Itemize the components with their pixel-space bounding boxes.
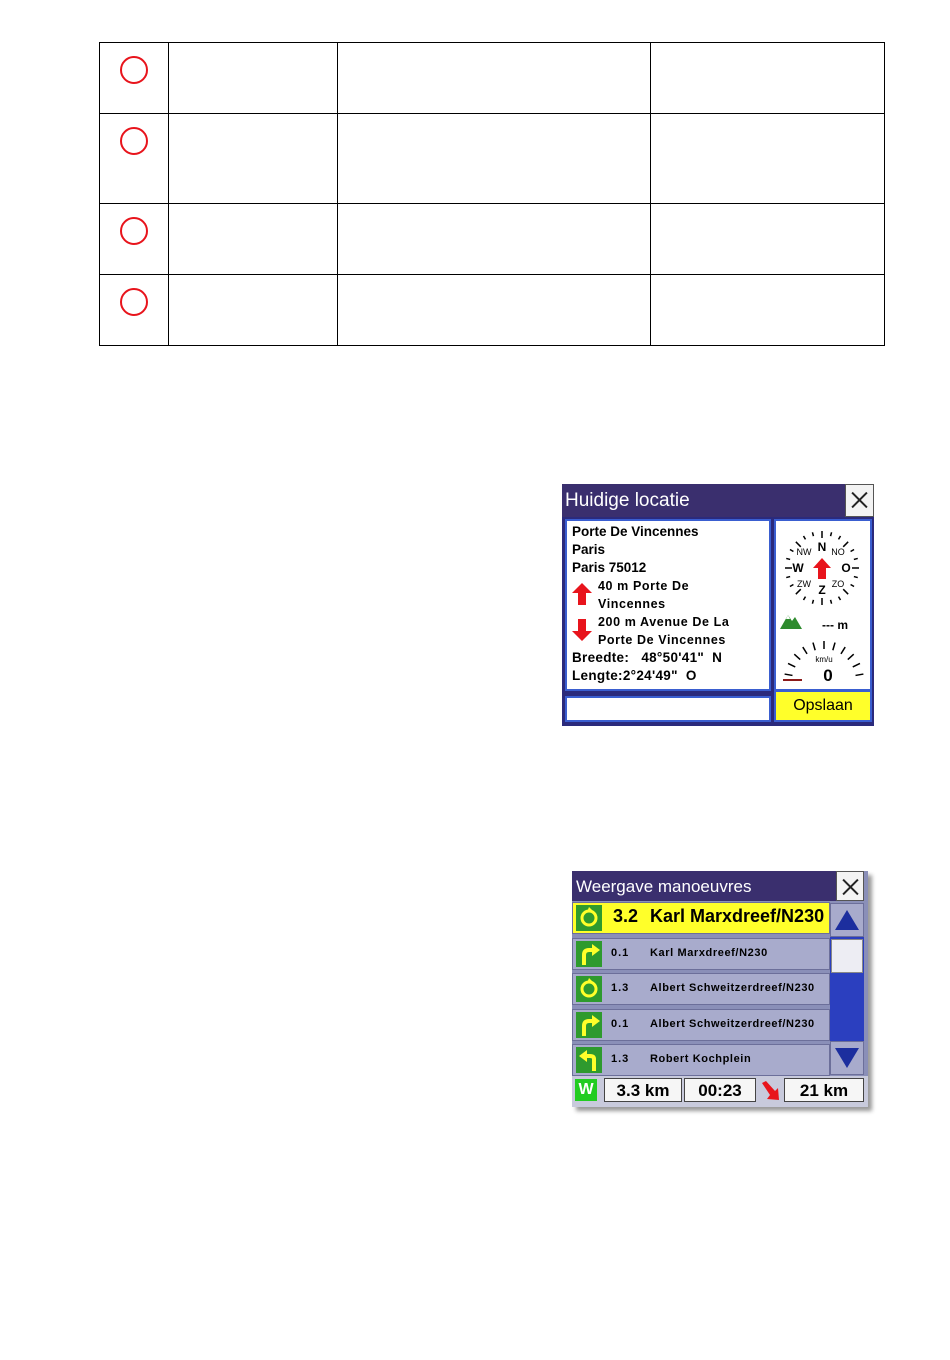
speedometer-tick	[813, 643, 815, 651]
table-cell	[100, 114, 169, 204]
table-cell	[338, 204, 651, 275]
ahead-line: Vincennes	[598, 597, 666, 611]
compass-tick	[851, 585, 854, 587]
address-line: Paris 75012	[572, 560, 647, 575]
table-cell	[338, 114, 651, 204]
behind-line: 200 m Avenue De La	[598, 615, 730, 629]
maneuver-street: Albert Schweitzerdreef/N230	[650, 1017, 815, 1030]
arrow-down-icon	[572, 619, 592, 641]
table-cell	[100, 275, 169, 346]
scroll-up-button[interactable]	[830, 903, 864, 937]
table-cell	[100, 43, 169, 114]
compass-tick	[786, 577, 790, 578]
table-cell	[169, 43, 338, 114]
compass-tick	[812, 600, 813, 604]
turn-left-icon	[576, 1047, 602, 1073]
table-cell	[338, 275, 651, 346]
roundabout-icon	[576, 976, 602, 1002]
table-cell	[169, 275, 338, 346]
behind-line: Porte De Vincennes	[598, 633, 726, 647]
maneuver-street: Robert Kochplein	[650, 1053, 752, 1065]
maneuver-distance: 1.3	[611, 1053, 630, 1065]
maneuver-icon-box	[576, 1012, 602, 1038]
name-input[interactable]	[565, 696, 771, 722]
roundabout-icon	[576, 905, 602, 931]
triangle-up-icon	[831, 904, 863, 936]
arrow-down-right-icon	[760, 1081, 782, 1101]
compass-o: O	[841, 561, 851, 575]
scrollbar[interactable]	[830, 903, 864, 1075]
table-cell	[651, 43, 885, 114]
speed-value: 0	[823, 666, 833, 685]
compass-nw: NW	[796, 547, 812, 557]
distance-to-turn: 3.3 km	[604, 1078, 682, 1102]
table-row	[100, 114, 885, 204]
compass-zo: ZO	[831, 579, 845, 589]
compass-tick	[812, 532, 813, 536]
speedometer-tick	[856, 674, 864, 675]
ahead-line: 40 m Porte De	[598, 579, 690, 593]
save-button[interactable]: Opslaan	[774, 690, 872, 722]
circle-marker-icon	[120, 288, 148, 316]
triangle-down-icon	[831, 1042, 863, 1074]
maneuver-street: Karl Marxdreef/N230	[650, 906, 825, 926]
turn-right-icon	[576, 941, 602, 967]
compass-tick	[790, 585, 793, 587]
compass-tick	[831, 532, 832, 536]
speedometer-tick	[848, 654, 854, 659]
screen-title: Weergave manoeuvres	[572, 871, 836, 901]
location-info-panel	[565, 519, 771, 691]
compass-n: N	[817, 540, 827, 554]
ahead-street	[572, 577, 769, 613]
maneuver-row[interactable]	[572, 902, 830, 934]
close-button[interactable]	[836, 871, 864, 901]
table-cell	[100, 204, 169, 275]
compass-tick	[831, 600, 832, 604]
longitude: Lengte:2°24'49" O	[572, 668, 697, 683]
altitude-value: --- m	[822, 618, 848, 632]
speedometer-tick	[794, 654, 800, 659]
behind-street	[572, 613, 769, 649]
table-cell	[169, 204, 338, 275]
speedometer-tick	[785, 674, 793, 675]
table-row	[100, 275, 885, 346]
time-remaining: 00:23	[684, 1078, 756, 1102]
maneuver-street: Karl Marxdreef/N230	[650, 946, 768, 959]
current-location-screen	[562, 484, 874, 726]
maneuver-icon-box	[576, 976, 602, 1002]
heading-arrow	[813, 558, 831, 579]
compass-w: W	[792, 561, 804, 575]
maneuver-distance: 3.2	[613, 906, 639, 926]
maneuver-distance: 0.1	[611, 946, 630, 959]
maneuvers-screen	[572, 871, 868, 1107]
compass-tick	[804, 536, 806, 539]
screen-title: Huidige locatie	[562, 484, 845, 517]
maneuver-icon-box	[576, 941, 602, 967]
compass-z: Z	[818, 583, 826, 597]
speedometer-tick	[833, 643, 835, 651]
maneuver-street: Albert Schweitzerdreef/N230	[650, 982, 815, 994]
table-cell	[651, 275, 885, 346]
compass-tick	[804, 597, 806, 600]
maneuver-icon-box	[576, 905, 602, 931]
address-line: Paris	[572, 542, 606, 557]
maneuver-distance: 1.3	[611, 982, 630, 994]
compass-tick	[786, 558, 790, 559]
maneuver-icon-box	[576, 1047, 602, 1073]
instruction-table	[99, 42, 885, 346]
speedometer-tick	[853, 663, 860, 667]
compass-tick	[851, 550, 854, 552]
compass-tick	[839, 597, 841, 600]
maneuver-row[interactable]	[572, 1009, 830, 1041]
table-row	[100, 204, 885, 275]
status-bar	[572, 1076, 868, 1107]
compass-zw: ZW	[797, 579, 811, 589]
scroll-thumb[interactable]	[831, 939, 863, 973]
table-cell	[651, 114, 885, 204]
distance-remaining: 21 km	[784, 1078, 864, 1102]
compass-tick	[854, 577, 858, 578]
speed-unit: km/u	[815, 655, 833, 664]
speedometer-tick	[803, 647, 807, 654]
address-line: Porte De Vincennes	[572, 524, 699, 539]
compass-tick	[854, 558, 858, 559]
maneuver-distance: 0.1	[611, 1017, 630, 1030]
compass-no: NO	[831, 547, 845, 557]
speedometer-tick	[788, 663, 795, 667]
table-cell	[651, 204, 885, 275]
compass-panel	[774, 519, 872, 691]
compass-tick	[790, 550, 793, 552]
mountain-icon	[780, 615, 802, 629]
scroll-down-button[interactable]	[830, 1041, 864, 1075]
maneuver-row[interactable]	[572, 1044, 830, 1076]
compass-icon	[776, 521, 870, 689]
table-cell	[169, 114, 338, 204]
compass-tick	[839, 536, 841, 539]
close-button[interactable]	[845, 484, 874, 517]
circle-marker-icon	[120, 217, 148, 245]
table-cell	[338, 43, 651, 114]
compass-tick	[796, 589, 801, 594]
turn-right-icon	[576, 1012, 602, 1038]
circle-marker-icon	[120, 56, 148, 84]
heading-badge: W	[575, 1079, 597, 1101]
compass-tick	[843, 589, 848, 594]
arrow-up-icon	[572, 583, 592, 605]
table-row	[100, 43, 885, 114]
maneuver-row[interactable]	[572, 973, 830, 1005]
latitude: Breedte: 48°50'41" N	[572, 650, 723, 665]
circle-marker-icon	[120, 127, 148, 155]
speedometer-tick	[841, 647, 845, 654]
maneuver-row[interactable]	[572, 938, 830, 970]
